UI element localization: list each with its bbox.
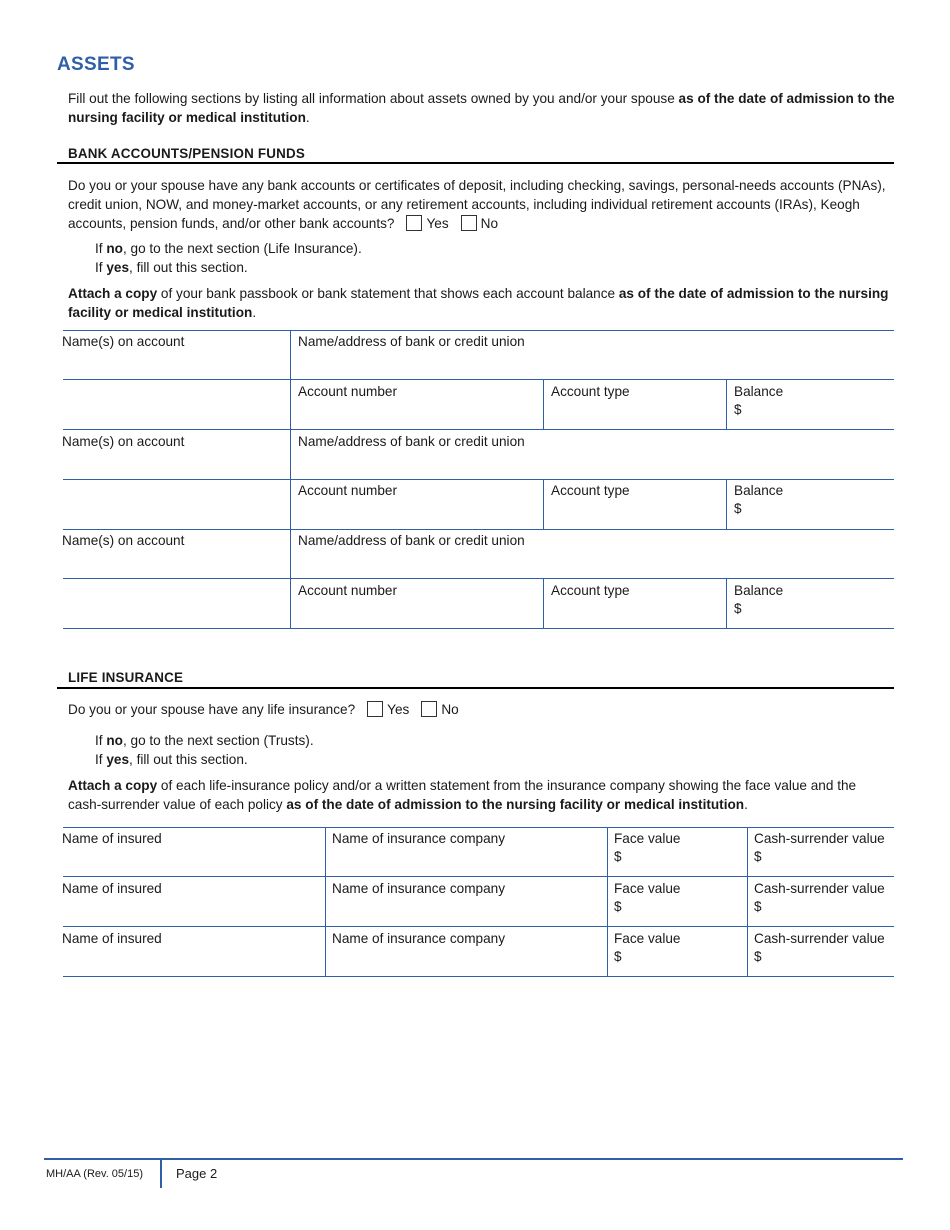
- bank-if-yes: If yes, fill out this section.: [95, 260, 248, 275]
- form-id: MH/AA (Rev. 05/15): [46, 1168, 143, 1180]
- life-cash-value-field-2[interactable]: Cash-surrender value $: [754, 881, 885, 914]
- bank-no-checkbox[interactable]: [461, 215, 477, 231]
- bank-section-heading: BANK ACCOUNTS/PENSION FUNDS: [68, 146, 306, 161]
- life-company-field-1[interactable]: Name of insurance company: [332, 831, 506, 846]
- life-face-value-field-1[interactable]: Face value $: [614, 831, 681, 864]
- bank-balance-field-1[interactable]: Balance $: [734, 384, 784, 417]
- life-section-heading: LIFE INSURANCE: [68, 670, 184, 685]
- life-yes-checkbox[interactable]: [367, 701, 383, 717]
- life-face-value-field-2[interactable]: Face value $: [614, 881, 681, 914]
- bank-account-type-field-2[interactable]: Account type: [551, 483, 630, 498]
- bank-names-field-2[interactable]: Name(s) on account: [62, 434, 185, 449]
- bank-account-number-field-2[interactable]: Account number: [298, 483, 397, 498]
- life-question: Do you or your spouse have any life insurance? Yes No: [68, 702, 459, 717]
- bank-yes-label: Yes: [426, 216, 449, 231]
- bank-account-number-field-3[interactable]: Account number: [298, 583, 397, 598]
- life-insured-field-1[interactable]: Name of insured: [62, 831, 162, 846]
- life-attach-note: Attach a copy of each life-insurance policy and/or a written statement from the insurance company showing the face value and the cash-surrender value of each policy as of the date of admission to the nursing facility or medical institution.: [68, 778, 857, 812]
- life-face-value-field-3[interactable]: Face value $: [614, 931, 681, 964]
- page-number: Page 2: [176, 1166, 218, 1181]
- bank-section-rule: [57, 162, 894, 164]
- bank-account-number-field-1[interactable]: Account number: [298, 384, 397, 399]
- intro-text: Fill out the following sections by listing all information about assets owned by you and/or your spouse as of the date of admission to the nursing facility or medical institution.: [68, 91, 895, 125]
- bank-no-label: No: [480, 216, 499, 231]
- life-company-field-3[interactable]: Name of insurance company: [332, 931, 506, 946]
- bank-attach-note: Attach a copy of your bank passbook or bank statement that shows each account balance as of the date of admission to the nursing facility or medical institution.: [68, 286, 889, 320]
- life-cash-value-field-1[interactable]: Cash-surrender value $: [754, 831, 885, 864]
- life-insured-field-3[interactable]: Name of insured: [62, 931, 162, 946]
- bank-question: Do you or your spouse have any bank accounts or certificates of deposit, including checking, savings, personal-needs accounts (PNAs), credit union, NOW, and money-market accounts, or any retirement accounts, including individual retirement accounts (IRAs), Keogh accounts, pension funds, and/or other bank accounts? Yes No: [68, 178, 886, 231]
- life-yes-label: Yes: [387, 702, 410, 717]
- life-section-rule: [57, 687, 894, 689]
- bank-name-address-field-3[interactable]: Name/address of bank or credit union: [298, 533, 525, 548]
- bank-yes-checkbox[interactable]: [406, 215, 422, 231]
- page-title: ASSETS: [57, 54, 135, 75]
- life-if-yes: If yes, fill out this section.: [95, 752, 248, 767]
- bank-account-type-field-3[interactable]: Account type: [551, 583, 630, 598]
- life-company-field-2[interactable]: Name of insurance company: [332, 881, 506, 896]
- life-if-no: If no, go to the next section (Trusts).: [95, 733, 314, 748]
- bank-balance-field-3[interactable]: Balance $: [734, 583, 784, 616]
- life-cash-value-field-3[interactable]: Cash-surrender value $: [754, 931, 885, 964]
- bank-account-type-field-1[interactable]: Account type: [551, 384, 630, 399]
- bank-name-address-field-1[interactable]: Name/address of bank or credit union: [298, 334, 525, 349]
- life-no-checkbox[interactable]: [421, 701, 437, 717]
- bank-if-no: If no, go to the next section (Life Insurance).: [95, 241, 362, 256]
- bank-balance-field-2[interactable]: Balance $: [734, 483, 784, 516]
- life-insured-field-2[interactable]: Name of insured: [62, 881, 162, 896]
- bank-name-address-field-2[interactable]: Name/address of bank or credit union: [298, 434, 525, 449]
- life-no-label: No: [441, 702, 459, 717]
- bank-names-field-3[interactable]: Name(s) on account: [62, 533, 185, 548]
- footer-divider: [160, 1160, 162, 1188]
- footer-rule: [44, 1158, 903, 1160]
- bank-names-field-1[interactable]: Name(s) on account: [62, 334, 185, 349]
